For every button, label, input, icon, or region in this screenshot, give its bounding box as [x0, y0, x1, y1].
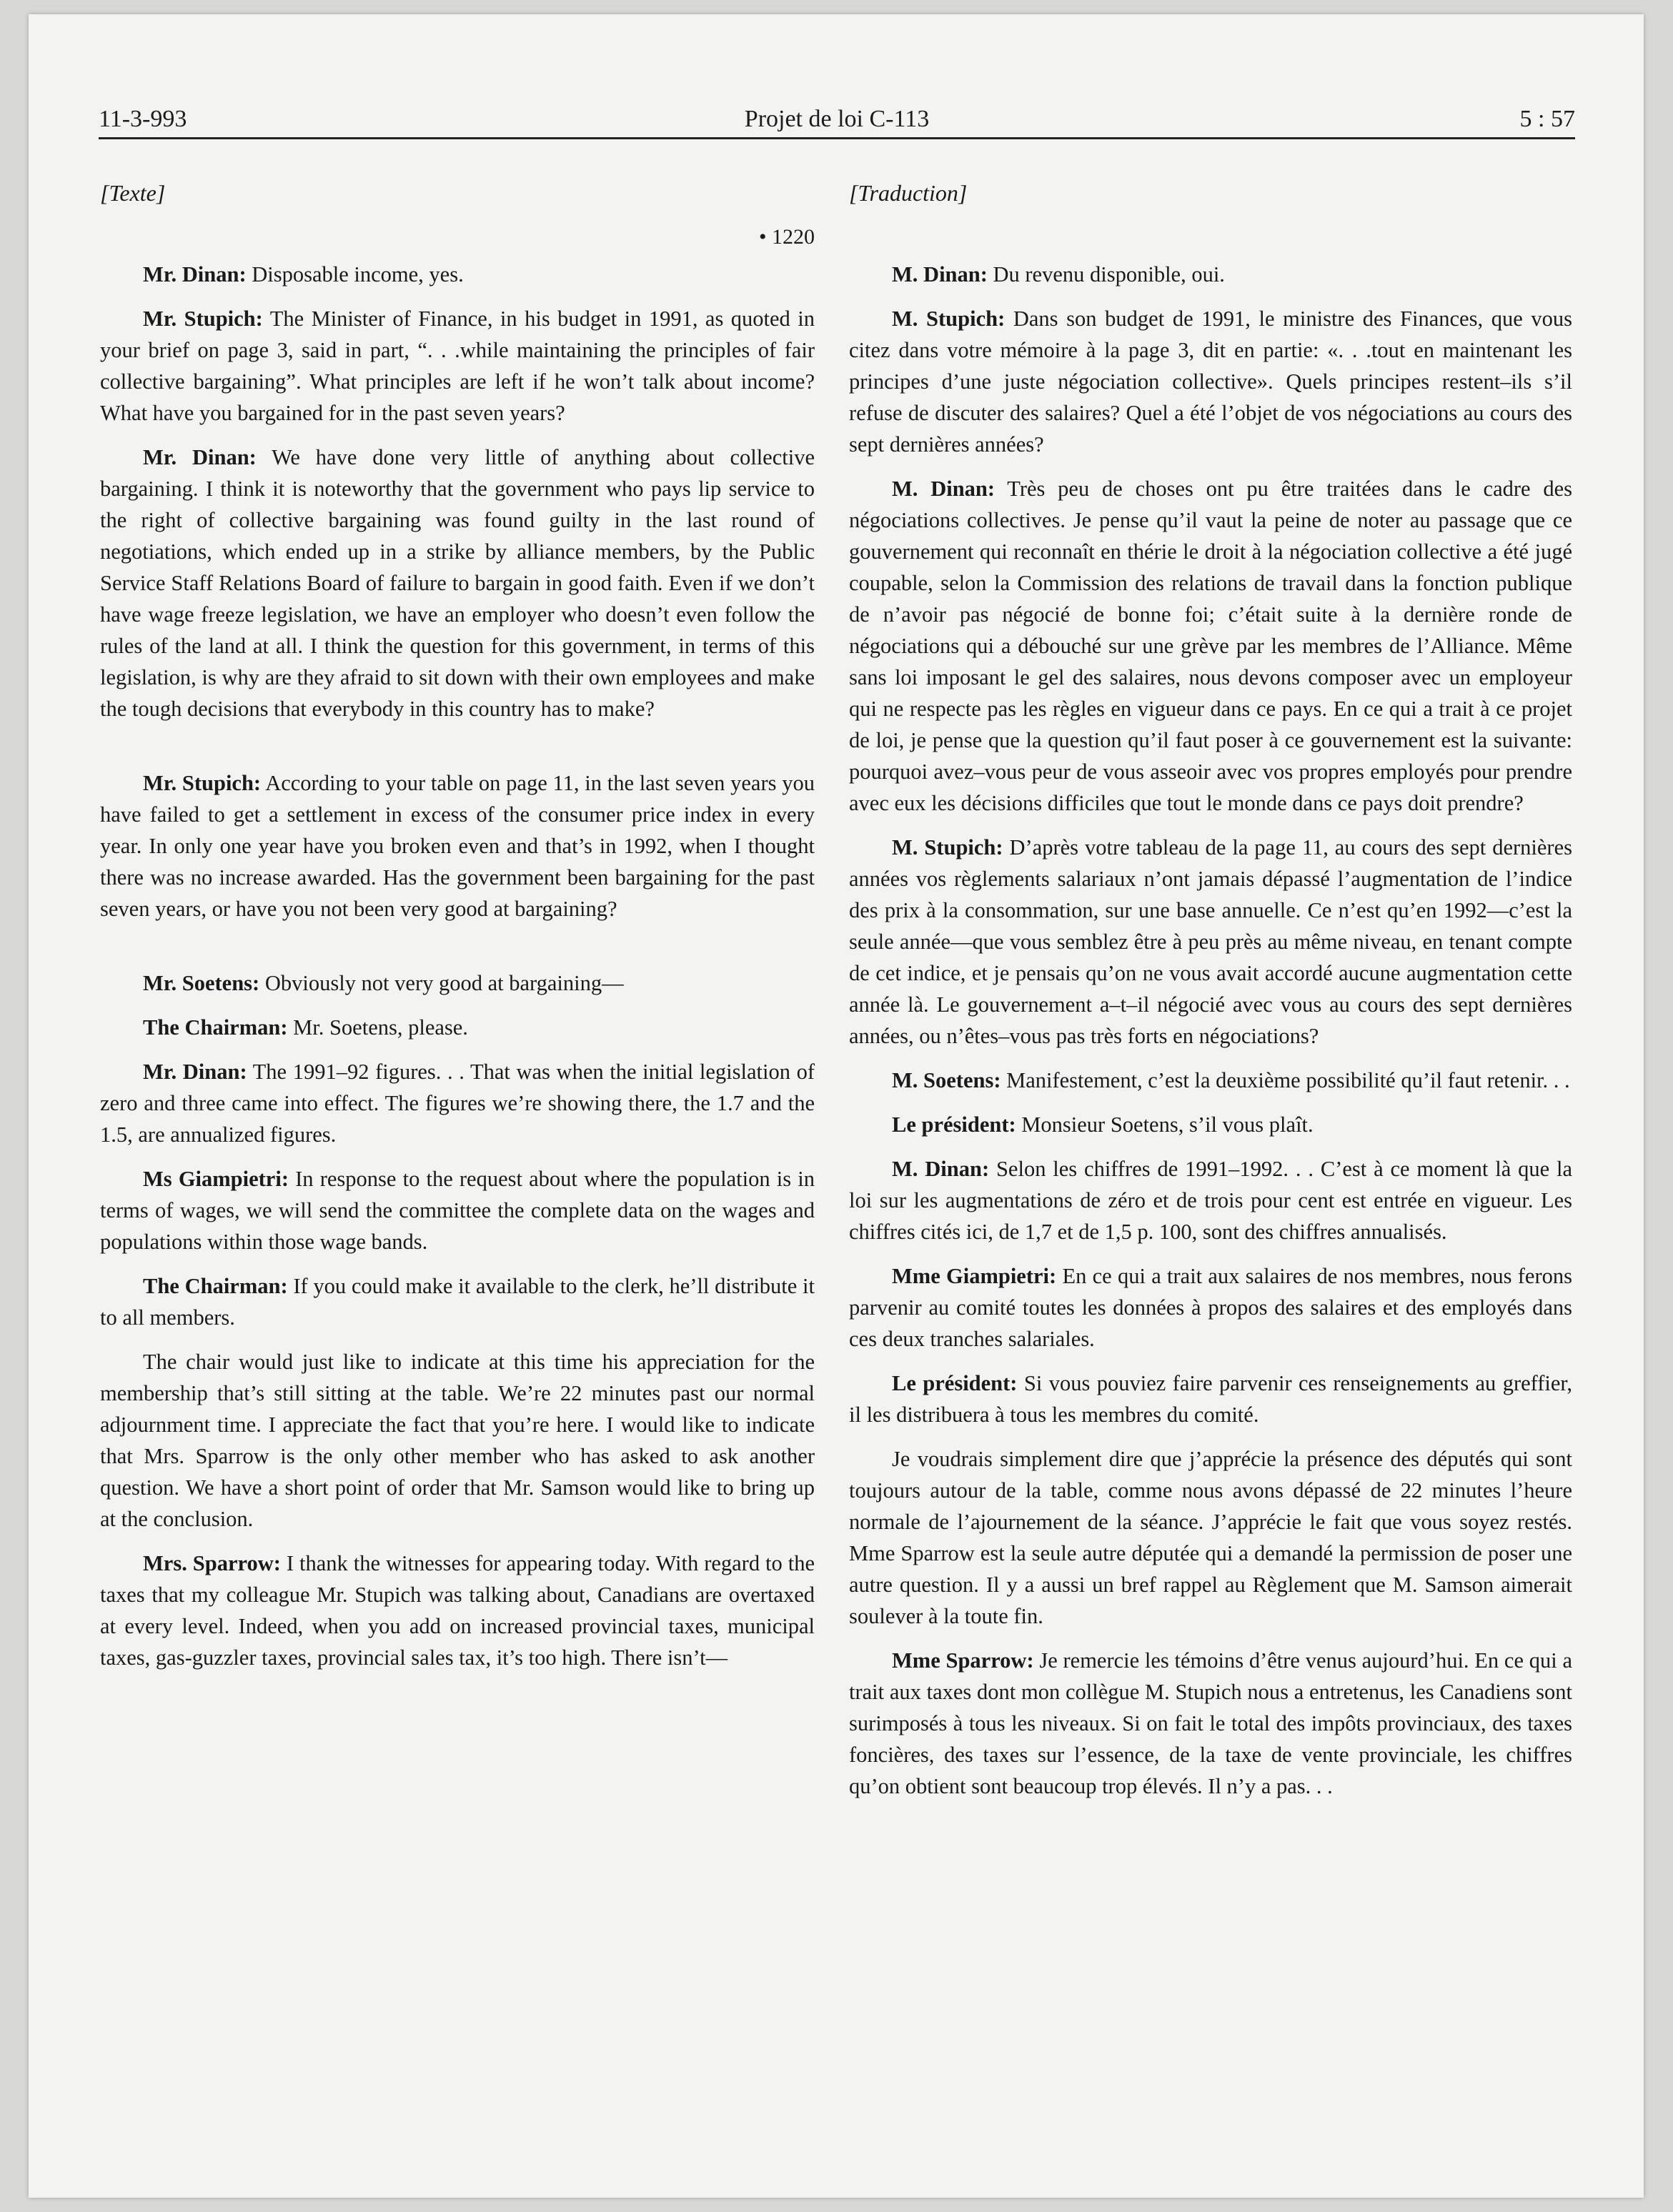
french-column — [849, 177, 1572, 1815]
speaker-name: Ms Giampietri: — [143, 1167, 289, 1191]
speaker-name: Mme Giampietri: — [892, 1264, 1057, 1288]
speaker-name: M. Stupich: — [892, 307, 1006, 331]
speaker-name: Mr. Dinan: — [143, 262, 247, 287]
speaker-name: Mrs. Sparrow: — [143, 1551, 281, 1575]
paragraph-text: The chair would just like to indicate at this time his appreciation for the membership that’s still sitting at the table. We’re 22 minutes past our normal adjournment time. I appreciate the fact that you’re here. I would like to indicate that Mrs. Sparrow is the only other member who has asked to ask another question. We have a short point of order that Mr. Samson would like to bring up at the conclusion. — [100, 1350, 815, 1531]
paragraph — [849, 303, 1572, 460]
paragraph — [100, 1346, 815, 1535]
speaker-name: Mr. Soetens: — [143, 971, 260, 995]
header-date: 11-3-993 — [99, 106, 187, 132]
running-header — [99, 91, 1575, 141]
paragraph — [849, 1367, 1572, 1430]
speaker-name: M. Dinan: — [892, 1157, 990, 1181]
paragraph — [849, 1153, 1572, 1247]
paragraph — [100, 1270, 815, 1333]
paragraph-text: If you could make it available to the clerk, he’ll distribute it to all members. — [100, 1274, 815, 1330]
speaker-name: The Chairman: — [143, 1015, 288, 1040]
paragraph-text: Très peu de choses ont pu être traitées dans le cadre des négociations collectives. Je pense qu’il vaut la peine de noter au passage que ce gouvernement qui reconnaît en thérie le droit à la négociation collective a été jugé coupable, selon la Commission des relations de travail dans la fonction publique de n’avoir pas négocié de bonne foi; c’était suite à la dernière ronde de négociations qui a débouché sur une grève par les membres de l’Alliance. Même sans loi imposant le gel des salaires, nous devons composer avec un employeur qui ne respecte pas les règles en vigueur dans ce pays. En ce qui a trait à ce projet de loi, je pense que la question qu’il faut poser à ce gouvernement est la suivante: pourquoi avez–vous peur de vous asseoir avec vos propres employés pour prendre avec eux les décisions difficiles que tout le monde dans ce pays doit prendre? — [849, 477, 1572, 815]
paragraph — [849, 1443, 1572, 1632]
paragraph — [100, 259, 815, 290]
speaker-name: Mr. Stupich: — [143, 771, 262, 795]
english-column — [100, 177, 815, 1686]
paragraph — [849, 1260, 1572, 1355]
speaker-name: Mme Sparrow: — [892, 1648, 1034, 1673]
speaker-name: M. Dinan: — [892, 262, 988, 287]
paragraph-text: Obviously not very good at bargaining— — [259, 971, 624, 995]
paragraph — [100, 1012, 815, 1043]
speaker-name: Le président: — [892, 1371, 1018, 1395]
paragraph-text: D’après votre tableau de la page 11, au cours des sept dernières années vos règlements salariaux n’ont jamais dépassé l’augmentation de l’indice des prix à la consommation, sur une base annuelle. Ce n’est qu’en 1992—c’est la seule année—que vous semblez être à peu près au même niveau, en tenant compte de cet indice, et je pensais qu’on ne vous avait accordé aucune augmentation cette année là. Le gouvernement a–t–il négocié avec vous au cours des sept dernières années, ou n’êtes–vous pas très forts en négociations? — [849, 835, 1572, 1048]
paragraph-text: In response to the request about where the population is in terms of wages, we will send the committee the complete data on the wages and populations within those wage bands. — [100, 1167, 815, 1254]
paragraph-text: The Minister of Finance, in his budget in 1991, as quoted in your brief on page 3, said in part, “. . .while maintaining the principles of fair collective bargaining”. What principles are left if he won’t talk about income? What have you bargained for in the past seven years? — [100, 307, 815, 425]
paragraph — [100, 967, 815, 999]
paragraph-text: I thank the witnesses for appearing today. With regard to the taxes that my colleague Mr. Stupich was talking about, Canadians are overtaxed at every level. Indeed, when you add on increased provincial taxes, municipal taxes, gas-guzzler taxes, provincial sales tax, it’s too high. There isn’t— — [100, 1551, 815, 1670]
header-page-number: 5 : 57 — [1519, 106, 1575, 132]
speaker-name: M. Dinan: — [892, 477, 996, 501]
speaker-name: Mr. Stupich: — [143, 307, 263, 331]
paragraph — [100, 1548, 815, 1673]
time-marker: • 1220 — [758, 225, 815, 249]
paragraph-text: According to your table on page 11, in the last seven years you have failed to get a settlement in excess of the consumer price index in every year. In only one year have you broken even and that’s in 1992, when I thought there was no increase awarded. Has the government been bargaining for the past seven years, or have you not been very good at bargaining? — [100, 771, 815, 921]
paragraph — [100, 303, 815, 429]
paragraph-text: Dans son budget de 1991, le ministre des Finances, que vous citez dans votre mémoire à la page 3, dit en partie: «. . .tout en maintenant les principes d’une juste négociation collective». Quels principes restent–ils s’il refuse de discuter des salaires? Quel a été l’objet de vos négociations au cours des sept dernières années? — [849, 307, 1572, 457]
paragraph-text: We have done very little of anything about collective bargaining. I think it is noteworthy that the government who pays lip service to the right of collective bargaining was found guilty in the last round of negotiations, which ended up in a strike by alliance members, by the Public Service Staff Relations Board of failure to bargain in good faith. Even if we don’t have wage freeze legislation, we have an employer who doesn’t even follow the rules of the land at all. I think the question for this government, in terms of this legislation, is why are they afraid to sit down with their own employees and make the tough decisions that everybody in this country has to make? — [100, 445, 815, 721]
paragraph — [100, 767, 815, 925]
paragraph-text: En ce qui a trait aux salaires de nos membres, nous ferons parvenir au comité toutes les données à propos des salaires et des employés dans ces deux tranches salariales. — [849, 1264, 1572, 1351]
speaker-name: M. Stupich: — [892, 835, 1003, 860]
paragraph — [849, 1065, 1572, 1096]
paragraph-text: Mr. Soetens, please. — [287, 1015, 468, 1040]
paragraph-text: Manifestement, c’est la deuxième possibilité qu’il faut retenir. . . — [1001, 1068, 1570, 1092]
paragraph — [849, 1645, 1572, 1802]
paragraph-text: Monsieur Soetens, s’il vous plaît. — [1016, 1112, 1314, 1137]
paragraph — [100, 1056, 815, 1150]
paragraph — [849, 473, 1572, 819]
speaker-name: The Chairman: — [143, 1274, 288, 1298]
paragraph — [849, 832, 1572, 1052]
speaker-name: M. Soetens: — [892, 1068, 1001, 1092]
section-label-text: [Texte] — [100, 180, 166, 206]
marker-spacer — [849, 221, 1572, 253]
paragraph-text: The 1991–92 figures. . . That was when the initial legislation of zero and three came into effect. The figures we’re showing there, the 1.7 and the 1.5, are annualized figures. — [100, 1060, 815, 1147]
paragraph-text: Si vous pouviez faire parvenir ces renseignements au greffier, il les distribuera à tous les membres du comité. — [849, 1371, 1572, 1427]
paragraph-text: Je remercie les témoins d’être venus aujourd’hui. En ce qui a trait aux taxes dont mon collègue M. Stupich nous a entretenus, les Canadiens sont surimposés à tous les niveaux. Si on fait le total des impôts provinciaux, des taxes foncières, des taxes sur l’essence, de la taxe de vente provinciale, les chiffres qu’on obtient sont beaucoup trop élevés. Il n’y a pas. . . — [849, 1648, 1572, 1798]
paragraph-text: Je voudrais simplement dire que j’apprécie la présence des députés qui sont toujours autour de la table, comme nous avons dépassé de 22 minutes l’heure normale de l’ajournement de la séance. J’apprécie le fait que vous soyez restés. Mme Sparrow est la seule autre députée qui a demandé la permission de poser une autre question. Il y a aussi un bref rappel au Règlement que M. Samson aimerait soulever à la toute fin. — [849, 1447, 1572, 1628]
speaker-name: Mr. Dinan: — [143, 1060, 247, 1084]
document-page — [29, 14, 1644, 2198]
paragraph-text: Du revenu disponible, oui. — [987, 262, 1225, 287]
paragraph-text: Disposable income, yes. — [246, 262, 464, 287]
paragraph — [100, 1163, 815, 1257]
speaker-name: Le président: — [892, 1112, 1016, 1137]
section-label-translation: [Traduction] — [849, 180, 968, 206]
header-title: Projet de loi C-113 — [744, 106, 930, 132]
header-rule — [99, 137, 1575, 139]
paragraph-text: Selon les chiffres de 1991–1992. . . C’est à ce moment là que la loi sur les augmentations de zéro et de trois pour cent est entrée en vigueur. Les chiffres cités ici, de 1,7 et de 1,5 p. 100, sont des chiffres annualisés. — [849, 1157, 1572, 1244]
paragraph — [100, 442, 815, 724]
paragraph — [849, 259, 1572, 290]
paragraph — [849, 1109, 1572, 1140]
speaker-name: Mr. Dinan: — [143, 445, 257, 469]
